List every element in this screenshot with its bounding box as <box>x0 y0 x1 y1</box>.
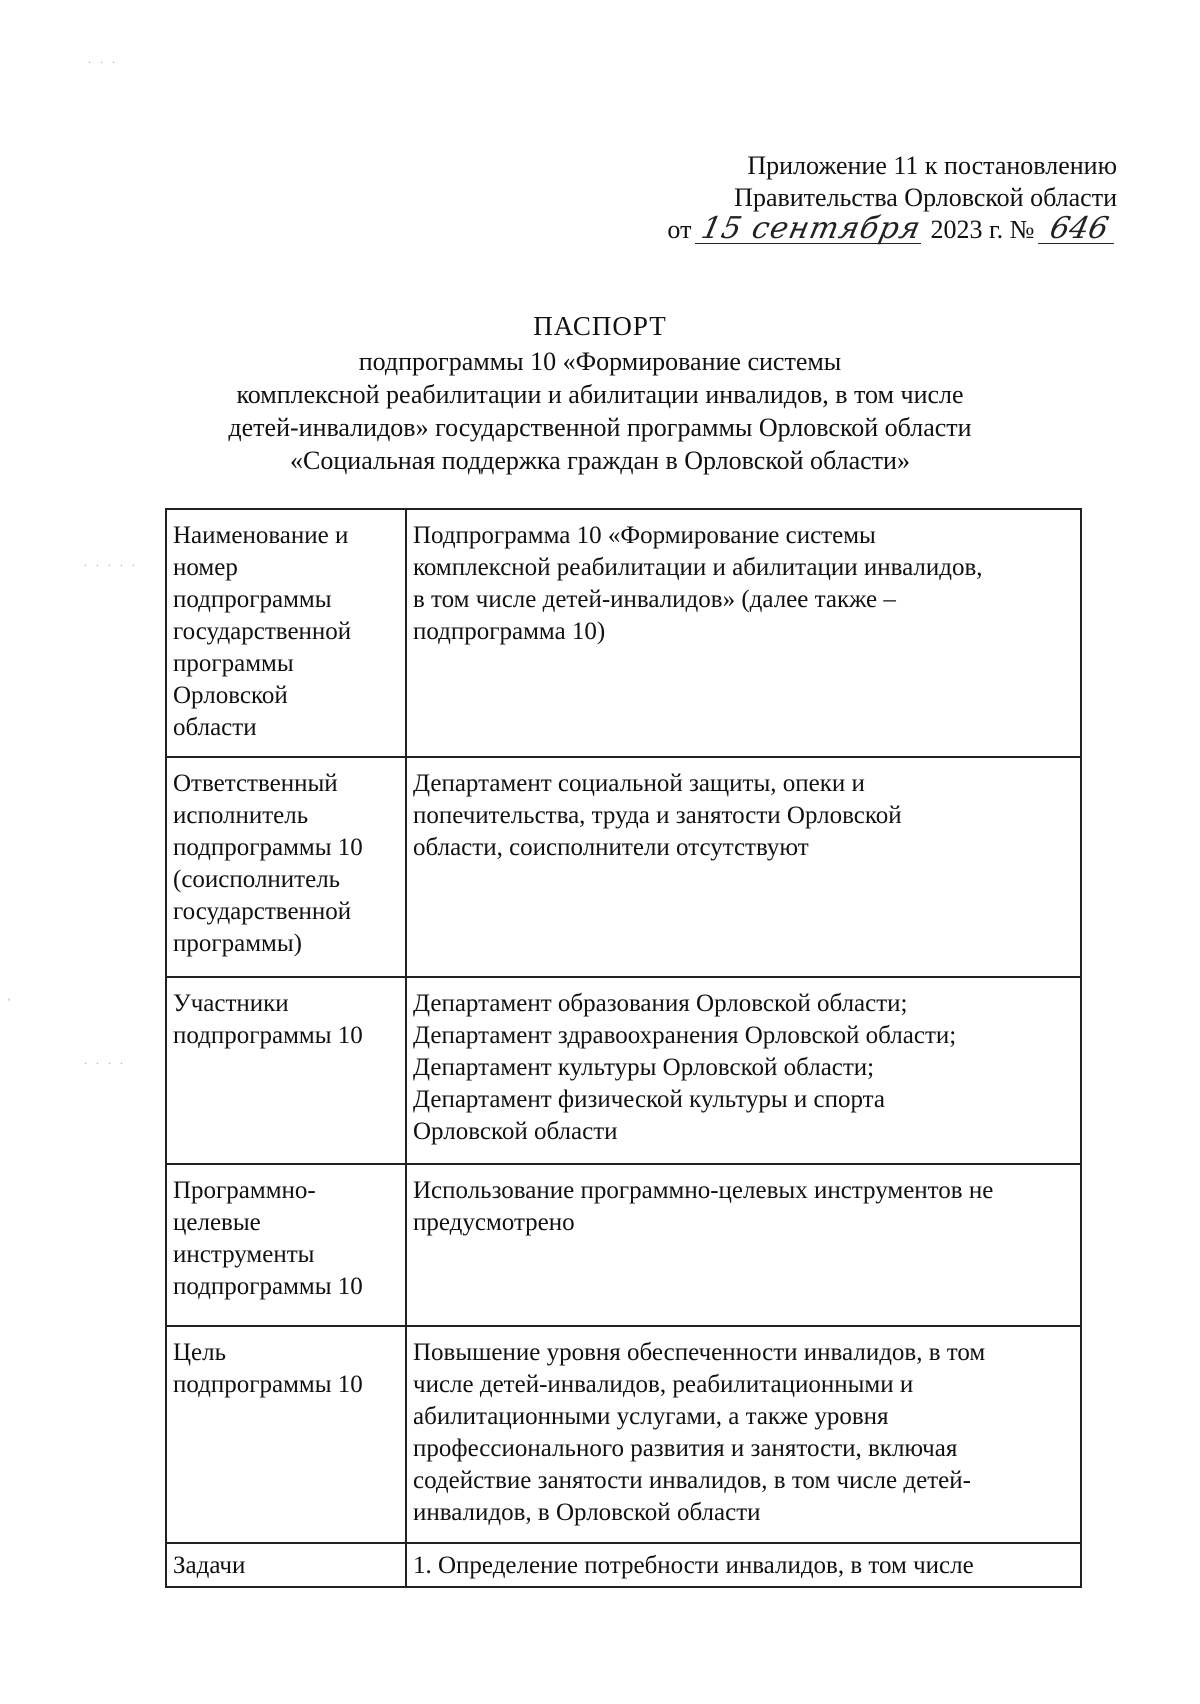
row-value-text: Повышение уровня обеспеченности инвалидов, в том числе детей-инвалидов, реабилитационными и абилитационными услугами, а также уровня профессионального развития и занятости, включая содействие занятости инвалидов, в том числе детей- инвалидов, в Орловской области <box>413 1339 986 1526</box>
table-row <box>166 1164 1081 1326</box>
appendix-line-1: Приложение 11 к постановлению <box>747 151 1117 180</box>
title-line-2: комплексной реабилитации и абилитации инвалидов, в том числе <box>236 380 964 409</box>
passport-table <box>165 508 1082 1588</box>
table-row <box>166 757 1081 977</box>
table-row <box>166 977 1081 1164</box>
table-row <box>166 1543 1081 1587</box>
row-value-text: 1. Определение потребности инвалидов, в том числе <box>413 1552 974 1579</box>
row-label <box>166 509 406 757</box>
row-value <box>406 757 1081 977</box>
row-label-text: Ответственный исполнитель подпрограммы 10 (соисполнитель государственной программы) <box>173 770 363 957</box>
row-value-text: Департамент образования Орловской области; Департамент здравоохранения Орловской области; Департамент культуры Орловской области; Департамент физической культуры и спорта Орловской области <box>413 990 957 1145</box>
row-label <box>166 1164 406 1326</box>
row-value <box>406 977 1081 1164</box>
row-label <box>166 977 406 1164</box>
title-line-3: детей-инвалидов» государственной программы Орловской области <box>228 413 972 442</box>
row-label <box>166 757 406 977</box>
row-value-text: Использование программно-целевых инструментов не предусмотрено <box>413 1177 994 1236</box>
appendix-header <box>667 150 1117 246</box>
row-value <box>406 1164 1081 1326</box>
table-row <box>166 1326 1081 1543</box>
row-label-text: Участники подпрограммы 10 <box>173 990 363 1049</box>
scan-speck: . . . . <box>84 1053 126 1067</box>
row-label <box>166 1326 406 1543</box>
row-label-text: Задачи <box>173 1552 246 1579</box>
table-row <box>166 509 1081 757</box>
row-value <box>406 1543 1081 1587</box>
row-label-text: Программно- целевые инструменты подпрограммы 10 <box>173 1177 363 1300</box>
handwritten-number: 646 <box>1038 215 1120 244</box>
scan-speck: . . . <box>88 52 118 66</box>
title-line-4: «Социальная поддержка граждан в Орловской области» <box>290 446 910 475</box>
year-text: 2023 г. № <box>930 215 1035 244</box>
row-value <box>406 1326 1081 1543</box>
appendix-date-line <box>667 211 1117 246</box>
title-line-1: подпрограммы 10 «Формирование системы <box>358 347 842 376</box>
appendix-line-2: Правительства Орловской области <box>734 183 1117 212</box>
passport-title <box>0 310 1200 477</box>
row-label-text: Цель подпрограммы 10 <box>173 1339 363 1398</box>
row-label-text: Наименование и номер подпрограммы государственной программы Орловской области <box>173 522 352 741</box>
date-prefix: от <box>667 215 692 244</box>
scan-speck: ' <box>8 995 14 1009</box>
handwritten-date: 15 сентября <box>695 215 927 244</box>
row-value-text: Подпрограмма 10 «Формирование системы комплексной реабилитации и абилитации инвалидов, в том числе детей-инвалидов» (далее также – подпрограмма 10) <box>413 522 983 645</box>
title-main: ПАСПОРТ <box>533 311 667 341</box>
row-value-text: Департамент социальной защиты, опеки и попечительства, труда и занятости Орловской области, соисполнители отсутствуют <box>413 770 902 861</box>
row-value <box>406 509 1081 757</box>
row-label <box>166 1543 406 1587</box>
scan-speck: . . . . . <box>84 555 138 569</box>
